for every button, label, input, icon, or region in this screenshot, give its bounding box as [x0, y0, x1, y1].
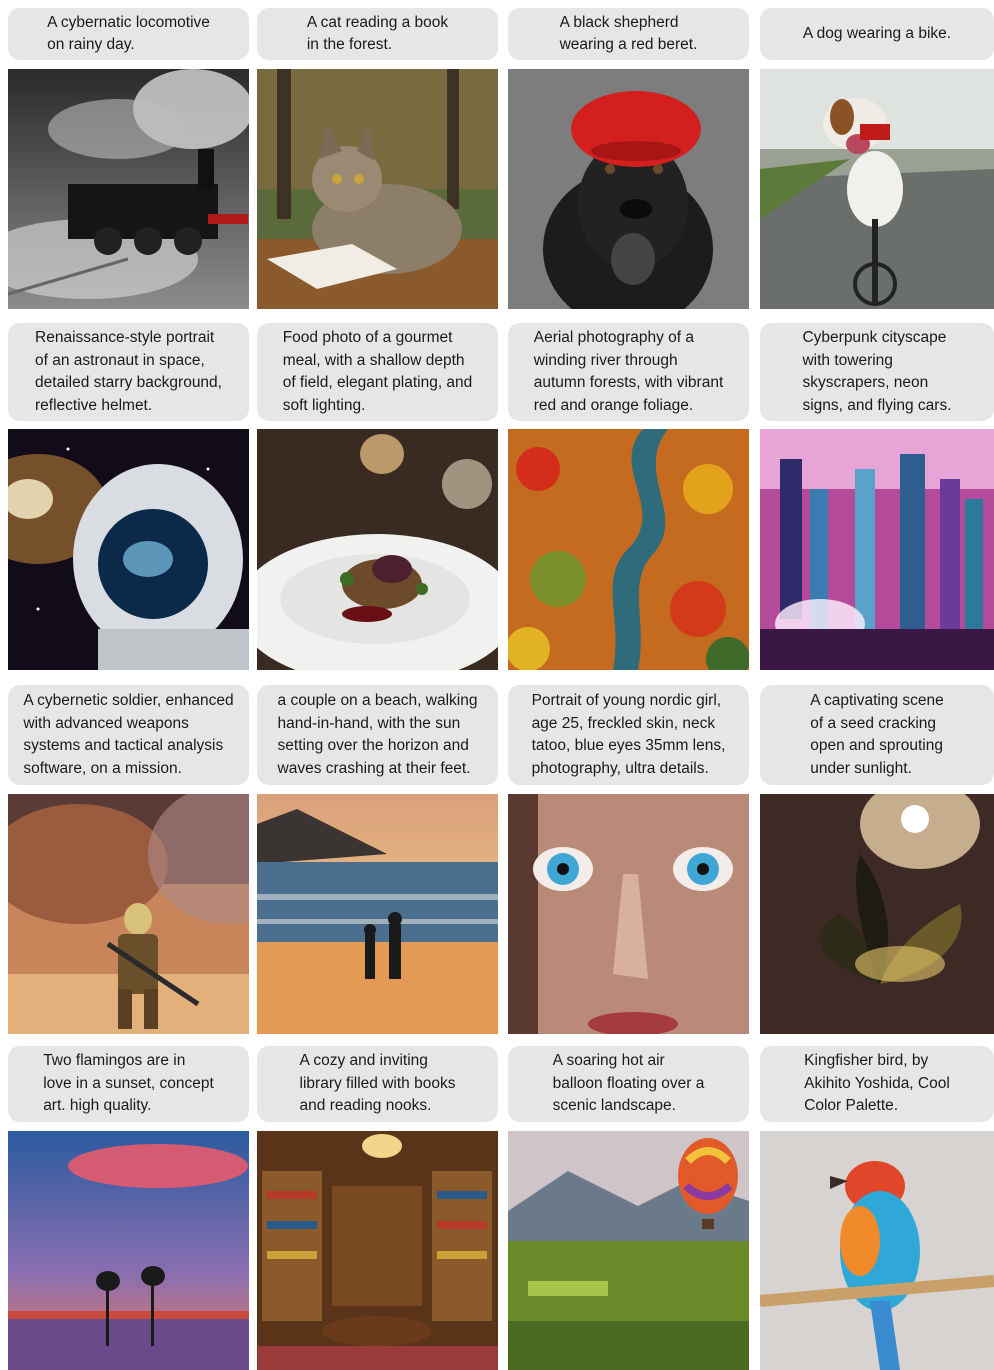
caption-bird: Kingfisher bird, by Akihito Yoshida, Cool Color Palette. [760, 1046, 994, 1122]
caption-portrait: Portrait of young nordic girl, age 25, freckled skin, neck tatoo, blue eyes 35mm lens, photography, ultra details. [508, 685, 749, 785]
caption-dog-beret: A black shepherd wearing a red beret. [508, 8, 749, 60]
image-beach [257, 794, 498, 1034]
image-locomotive [8, 69, 249, 309]
image-bird [760, 1131, 994, 1370]
image-dog-beret [508, 69, 749, 309]
caption-library: A cozy and inviting library filled with books and reading nooks. [257, 1046, 498, 1122]
image-cat [257, 69, 498, 309]
caption-food: Food photo of a gourmet meal, with a shallow depth of field, elegant plating, and soft lighting. [257, 323, 498, 421]
caption-flamingos: Two flamingos are in love in a sunset, concept art. high quality. [8, 1046, 249, 1122]
caption-balloon: A soaring hot air balloon floating over a scenic landscape. [508, 1046, 749, 1122]
image-river [508, 429, 749, 670]
image-city [760, 429, 994, 670]
caption-dog-bike: A dog wearing a bike. [760, 8, 994, 60]
image-library [257, 1131, 498, 1370]
image-dog-bike [760, 69, 994, 309]
image-food [257, 429, 498, 670]
caption-locomotive: A cybernatic locomotive on rainy day. [8, 8, 249, 60]
caption-river: Aerial photography of a winding river through autumn forests, with vibrant red and orange foliage. [508, 323, 749, 421]
image-seed [760, 794, 994, 1034]
image-balloon [508, 1131, 749, 1370]
image-portrait [508, 794, 749, 1034]
image-astronaut [8, 429, 249, 670]
caption-seed: A captivating scene of a seed cracking open and sprouting under sunlight. [760, 685, 994, 785]
caption-beach: a couple on a beach, walking hand-in-hand, with the sun setting over the horizon and waves crashing at their feet. [257, 685, 498, 785]
image-soldier [8, 794, 249, 1034]
caption-city: Cyberpunk cityscape with towering skyscrapers, neon signs, and flying cars. [760, 323, 994, 421]
caption-astronaut: Renaissance-style portrait of an astronaut in space, detailed starry background, reflective helmet. [8, 323, 249, 421]
caption-soldier: A cybernetic soldier, enhanced with advanced weapons systems and tactical analysis software, on a mission. [8, 685, 249, 785]
caption-cat: A cat reading a book in the forest. [257, 8, 498, 60]
image-flamingos [8, 1131, 249, 1370]
